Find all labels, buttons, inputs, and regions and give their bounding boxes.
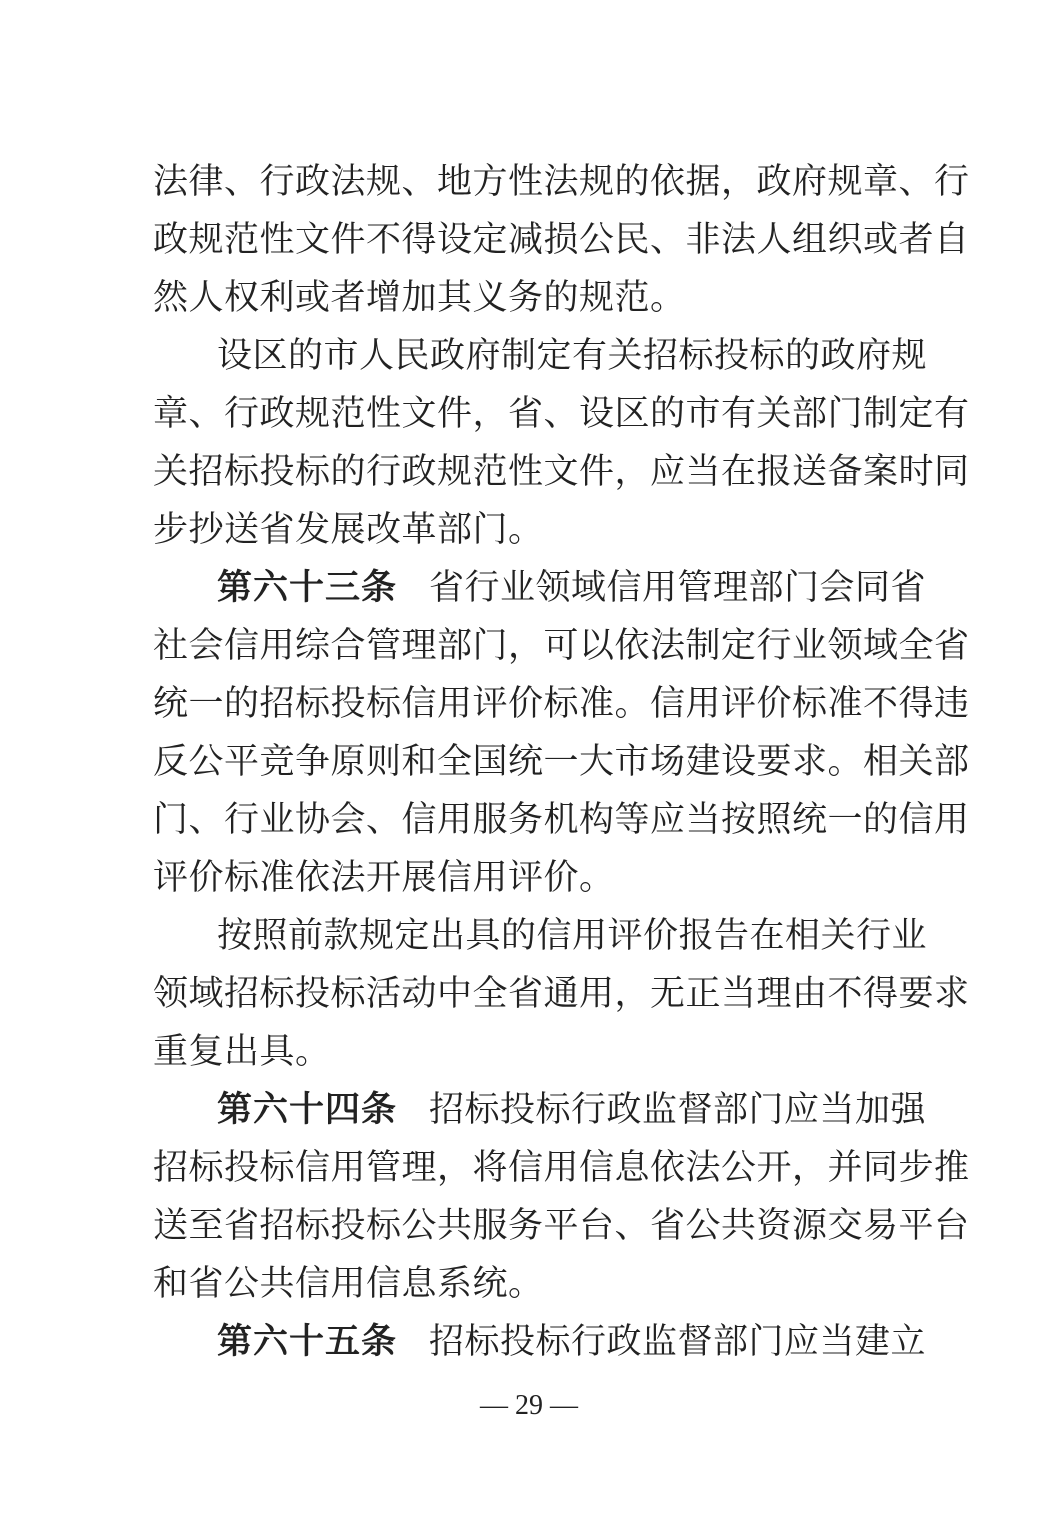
text-line: 步抄送省发展改革部门。	[153, 510, 544, 550]
text-line: 然人权利或者增加其义务的规范。	[153, 278, 686, 318]
page-number: — 29 —	[480, 1390, 578, 1421]
text-line: 社会信用综合管理部门，可以依法制定行业领域全省	[153, 626, 970, 666]
text-line: 章、行政规范性文件，省、设区的市有关部门制定有	[153, 394, 970, 434]
text-span: 省行业领域信用管理部门会同省	[429, 568, 927, 608]
text-line: 反公平竞争原则和全国统一大市场建设要求。相关部	[153, 742, 970, 782]
text-line: 关招标投标的行政规范性文件，应当在报送备案时同	[153, 452, 970, 492]
text-span: 招标投标行政监督部门应当加强	[429, 1090, 927, 1130]
text-line: 设区的市人民政府制定有关招标投标的政府规	[217, 336, 928, 376]
text-span: 招标投标行政监督部门应当建立	[429, 1322, 927, 1362]
text-line: 评价标准依法开展信用评价。	[153, 858, 615, 898]
article-heading: 第六十五条	[217, 1322, 398, 1362]
text-line: 和省公共信用信息系统。	[153, 1264, 544, 1304]
text-line: 送至省招标投标公共服务平台、省公共资源交易平台	[153, 1206, 970, 1246]
text-line: 统一的招标投标信用评价标准。信用评价标准不得违	[153, 684, 970, 724]
text-line: 按照前款规定出具的信用评价报告在相关行业	[217, 916, 928, 956]
article-first-line	[153, 1081, 927, 1139]
text-line: 政规范性文件不得设定减损公民、非法人组织或者自	[153, 220, 970, 260]
text-line: 领域招标投标活动中全省通用，无正当理由不得要求	[153, 974, 970, 1014]
text-line: 招标投标信用管理，将信用信息依法公开，并同步推	[153, 1148, 970, 1188]
article-heading: 第六十四条	[217, 1090, 398, 1130]
text-line: 法律、行政法规、地方性法规的依据，政府规章、行	[153, 162, 970, 202]
text-line: 重复出具。	[153, 1032, 331, 1072]
document-body	[153, 153, 970, 1371]
article-first-line	[153, 1313, 927, 1371]
article-first-line	[153, 559, 927, 617]
text-line: 门、行业协会、信用服务机构等应当按照统一的信用	[153, 800, 970, 840]
article-heading: 第六十三条	[217, 568, 398, 608]
